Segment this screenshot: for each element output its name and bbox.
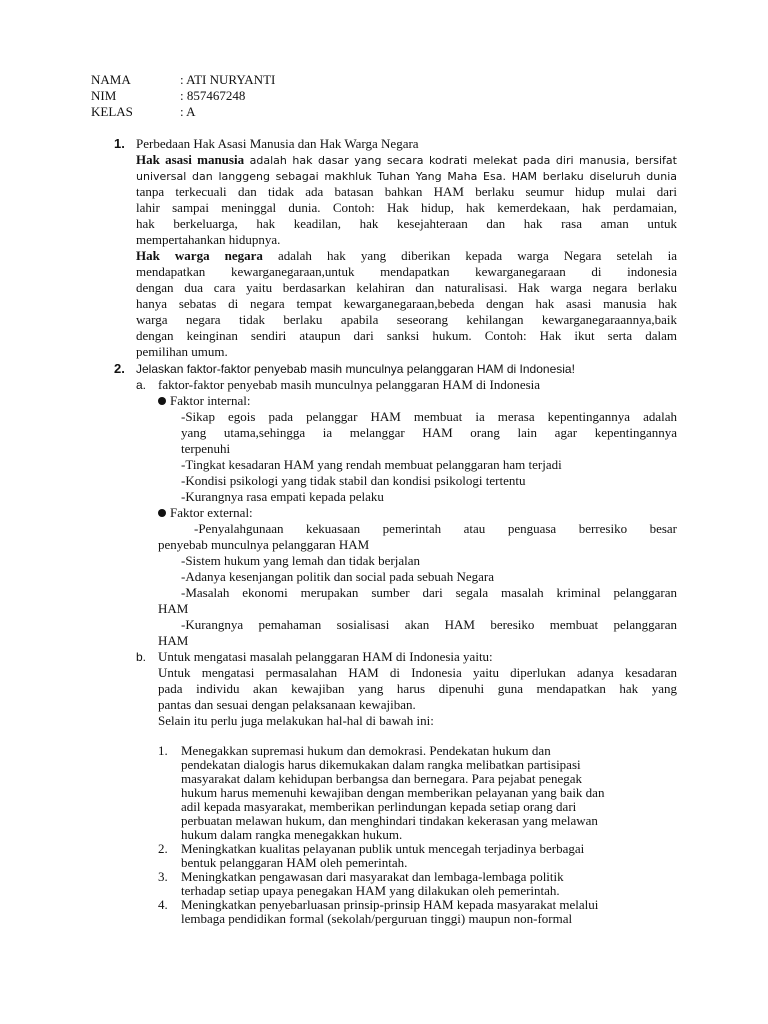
list-item (158, 842, 677, 870)
int-1a: -Sikap egois pada pelanggar HAM membuat ia merasa kepentingannya adalah (181, 409, 677, 424)
q2-number: 2. (114, 361, 125, 376)
list-item (158, 870, 677, 898)
nim-label: NIM (91, 88, 117, 103)
nim-value: : 857467248 (180, 88, 246, 103)
list-item-line: hukum harus memenuhi kewajiban dengan memberikan pelayanan yang baik dan (181, 785, 605, 800)
int-1c: terpenuhi (181, 441, 231, 456)
list-item-line: pendekatan dialogis harus dikemukakan dalam rangka melibatkan partisipasi (181, 757, 581, 772)
ext-5b: HAM (158, 633, 189, 648)
list-item-line: lembaga pendidikan formal (sekolah/perguruan tinggi) maupun non-formal (181, 911, 573, 926)
int-3: -Kondisi psikologi yang tidak stabil dan kondisi psikologi tertentu (181, 473, 526, 488)
int-1b: yang utama,sehingga ia melanggar HAM orang lain agar kepentingannya (181, 425, 677, 440)
external-heading (158, 505, 253, 521)
ext-5a: -Kurangnya pemahaman sosialisasi akan HAM beresiko membuat pelanggaran (181, 617, 677, 632)
list-item (158, 898, 677, 926)
list-item-line: Meningkatkan pengawasan dari masyarakat dan lembaga-lembaga politik (181, 869, 564, 884)
list-item-number: 4. (158, 897, 168, 912)
list-item-line: Meningkatkan penyebarluasan prinsip-prinsip HAM kepada masyarakat melalui (181, 897, 599, 912)
ext-4b: HAM (158, 601, 189, 616)
list-item-line: hukum dalam rangka menegakkan hukum. (181, 827, 403, 842)
list-item-line: bentuk pelanggaran HAM oleh pemerintah. (181, 855, 408, 870)
ham-line2: universal dan langgeng sebagai makhluk Tuhan Yang Maha Esa. (136, 170, 506, 183)
hwn-line5: warga negara tidak berlaku apabila seseorang kehilangan kewarganegaraannya,baik (136, 312, 677, 327)
internal-heading (158, 393, 251, 409)
int-4: -Kurangnya rasa empati kepada pelaku (181, 489, 384, 504)
b-p3: pantas dan sesuai dengan pelaksanaan kewajiban. (158, 697, 416, 712)
list-item-line: masyarakat dalam kehidupan berbangsa dan bernegara. Para pejabat penegak (181, 771, 583, 786)
ext-1a: -Penyalahgunaan kekuasaan pemerintah atau penguasa berresiko besar (194, 521, 677, 536)
ham-term: Hak asasi manusia (136, 152, 245, 167)
list-item-line: terhadap setiap upaya penegakan HAM yang dilakukan oleh pemerintah. (181, 883, 560, 898)
external-factors (158, 521, 677, 649)
q2b-label: b. (136, 650, 147, 664)
hwn-line4: hanya sebatas di negara tempat kewarganegaraan,bebeda dengan hak asasi manusia hak (136, 296, 677, 311)
nama-value: : ATI NURYANTI (180, 72, 276, 87)
b-p4: Selain itu perlu juga melakukan hal-hal di bawah ini: (158, 713, 434, 728)
q2b-title: Untuk mengatasi masalah pelanggaran HAM di Indonesia yaitu: (158, 649, 493, 664)
hwn-line1: adalah hak yang diberikan kepada warga Negara setelah ia (262, 248, 677, 263)
q2a-label: a. (136, 378, 147, 392)
nama-label: NAMA (91, 72, 131, 87)
external-title: Faktor external: (170, 505, 253, 520)
hwn-line2: mendapatkan kewarganegaraan,untuk mendapatkan kewarganegaraan di indonesia (136, 264, 677, 279)
internal-factors (181, 409, 677, 505)
b-p1: Untuk mengatasi permasalahan HAM di Indonesia yaitu diperlukan adanya kesadaran (158, 665, 677, 680)
int-2: -Tingkat kesadaran HAM yang rendah membuat pelanggaran ham terjadi (181, 457, 562, 472)
bullet-icon (158, 509, 166, 517)
kelas-value: : A (180, 104, 196, 119)
ext-3: -Adanya kesenjangan politik dan social pada sebuah Negara (181, 569, 494, 584)
internal-title: Faktor internal: (170, 393, 251, 408)
ext-4a: -Masalah ekonomi merupakan sumber dari segala masalah kriminal pelanggaran (181, 585, 677, 600)
ext-2: -Sistem hukum yang lemah dan tidak berjalan (181, 553, 420, 568)
list-item-number: 2. (158, 841, 168, 856)
list-item-line: adil kepada masyarakat, memberikan perlindungan kepada setiap orang dari (181, 799, 577, 814)
solution-list (158, 744, 677, 926)
hwn-line3: dengan dua cara yaitu berdasarkan kelahiran dan naturalisasi. Hak warga negara berlaku (136, 280, 677, 295)
ham-line6: mempertahankan hidupnya. (136, 232, 281, 247)
q1-title: Perbedaan Hak Asasi Manusia dan Hak Warga Negara (136, 136, 419, 151)
ham-paragraph (136, 152, 677, 248)
q2a-title: faktor-faktor penyebab masih munculnya pelanggaran HAM di Indonesia (158, 377, 541, 392)
ext-1b: penyebab munculnya pelanggaran HAM (158, 537, 370, 552)
hwn-line6: dengan keinginan sendiri ataupun dari sanksi hukum. Contoh: Hak ikut serta dalam (136, 328, 677, 343)
q2b-paragraph (158, 665, 677, 729)
list-item-line: perbuatan melawan hukum, dan menghindari tindakan kekerasan yang melawan (181, 813, 598, 828)
q1-number: 1. (114, 136, 125, 151)
list-item (158, 744, 677, 842)
hwn-term: Hak warga negara (136, 248, 263, 263)
bullet-icon (158, 397, 166, 405)
hwn-line7: pemilihan umum. (136, 344, 228, 359)
b-p2: pada individu akan kewajiban yang harus dipenuhi guna mendapatkan hak yang (158, 681, 677, 696)
ham-line2-rest: HAM berlaku diseluruh dunia (505, 170, 677, 183)
list-item-number: 3. (158, 869, 168, 884)
ham-line3: tanpa terkecuali dan tidak ada batasan bahkan HAM berlaku seumur hidup mulai dari (136, 184, 677, 199)
list-item-line: Meningkatkan kualitas pelayanan publik untuk mencegah terjadinya berbagai (181, 841, 585, 856)
ham-line4: lahir sampai meninggal dunia. Contoh: Hak hidup, hak kemerdekaan, hak perdamaian, (136, 200, 677, 215)
ham-line5: hak berkeluarga, hak keadilan, hak kesejahteraan dan hak rasa aman untuk (136, 216, 677, 231)
ham-line1: adalah hak dasar yang secara kodrati melekat pada diri manusia, bersifat (244, 154, 677, 167)
q2-title: Jelaskan faktor-faktor penyebab masih munculnya pelanggaran HAM di Indonesia! (136, 362, 575, 376)
list-item-number: 1. (158, 743, 168, 758)
list-item-line: Menegakkan supremasi hukum dan demokrasi. Pendekatan hukum dan (181, 743, 551, 758)
kelas-label: KELAS (91, 104, 133, 119)
hwn-paragraph (136, 248, 677, 360)
